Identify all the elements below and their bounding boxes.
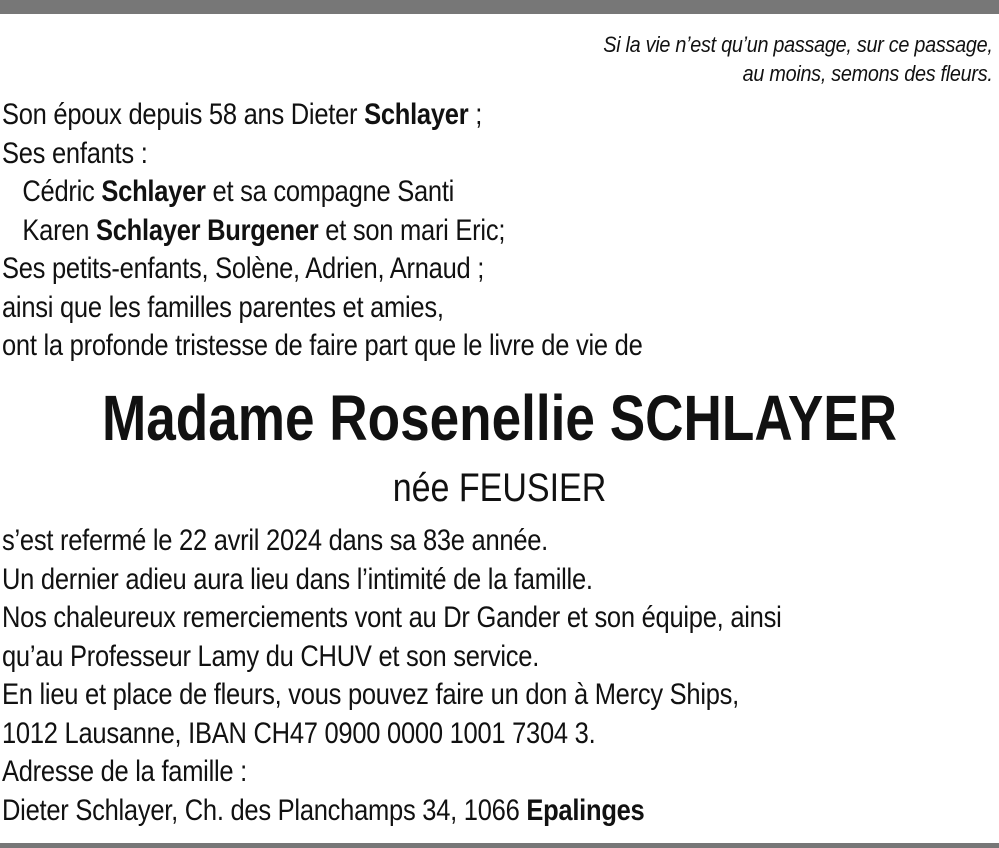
announcement-line: ont la profonde tristesse de faire part que le livre de vie de xyxy=(2,329,643,362)
family-address xyxy=(2,792,782,831)
address-city: Epalinges xyxy=(526,793,645,827)
child2-first-name: Karen xyxy=(22,213,97,247)
address-street: Dieter Schlayer, Ch. des Planchamps 34, 1066 xyxy=(2,793,527,827)
families-line: ainsi que les familles parentes et amies, xyxy=(2,290,444,324)
bottom-border-rule xyxy=(0,843,999,848)
child2-surname: Schlayer Burgener xyxy=(96,213,319,247)
details-line-2: Un dernier adieu aura lieu dans l’intimité de la famille. xyxy=(2,562,593,596)
epigraph-line-1: Si la vie n’est qu’un passage, sur ce passage, xyxy=(603,32,993,57)
deceased-name: Madame Rosenellie SCHLAYER xyxy=(101,382,898,454)
child1-first-name: Cédric xyxy=(22,175,102,208)
spouse-suffix: ; xyxy=(468,98,483,131)
child2-partner: et son mari Eric; xyxy=(318,213,506,247)
family-announcement xyxy=(2,96,643,366)
details-line-7: Adresse de la famille : xyxy=(2,755,248,788)
epigraph-line-2: au moins, semons des fleurs. xyxy=(743,61,993,86)
obituary-details xyxy=(2,522,782,830)
details-line-6: 1012 Lausanne, IBAN CH47 0900 0000 1001 7304 3. xyxy=(2,716,596,750)
child-line-2 xyxy=(2,212,643,251)
details-line-4: qu’au Professeur Lamy du CHUV et son service. xyxy=(2,639,540,673)
spouse-surname: Schlayer xyxy=(364,98,469,131)
details-line-5: En lieu et place de fleurs, vous pouvez faire un don à Mercy Ships, xyxy=(2,678,740,711)
top-border-rule xyxy=(0,0,999,14)
grandchildren-line: Ses petits-enfants, Solène, Adrien, Arnaud ; xyxy=(2,252,485,285)
details-line-1: s’est refermé le 22 avril 2024 dans sa 83e année. xyxy=(2,524,549,557)
epigraph-quote xyxy=(604,30,993,88)
child1-partner: et sa compagne Santi xyxy=(205,175,455,208)
spouse-prefix: Son époux depuis 58 ans Dieter xyxy=(2,98,365,131)
maiden-name: née FEUSIER xyxy=(392,466,607,510)
children-label: Ses enfants : xyxy=(2,136,148,170)
details-line-3: Nos chaleureux remerciements vont au Dr Gander et son équipe, ainsi xyxy=(2,601,782,634)
spouse-line xyxy=(2,96,643,135)
child-line-1 xyxy=(2,173,643,212)
child1-surname: Schlayer xyxy=(101,175,206,208)
